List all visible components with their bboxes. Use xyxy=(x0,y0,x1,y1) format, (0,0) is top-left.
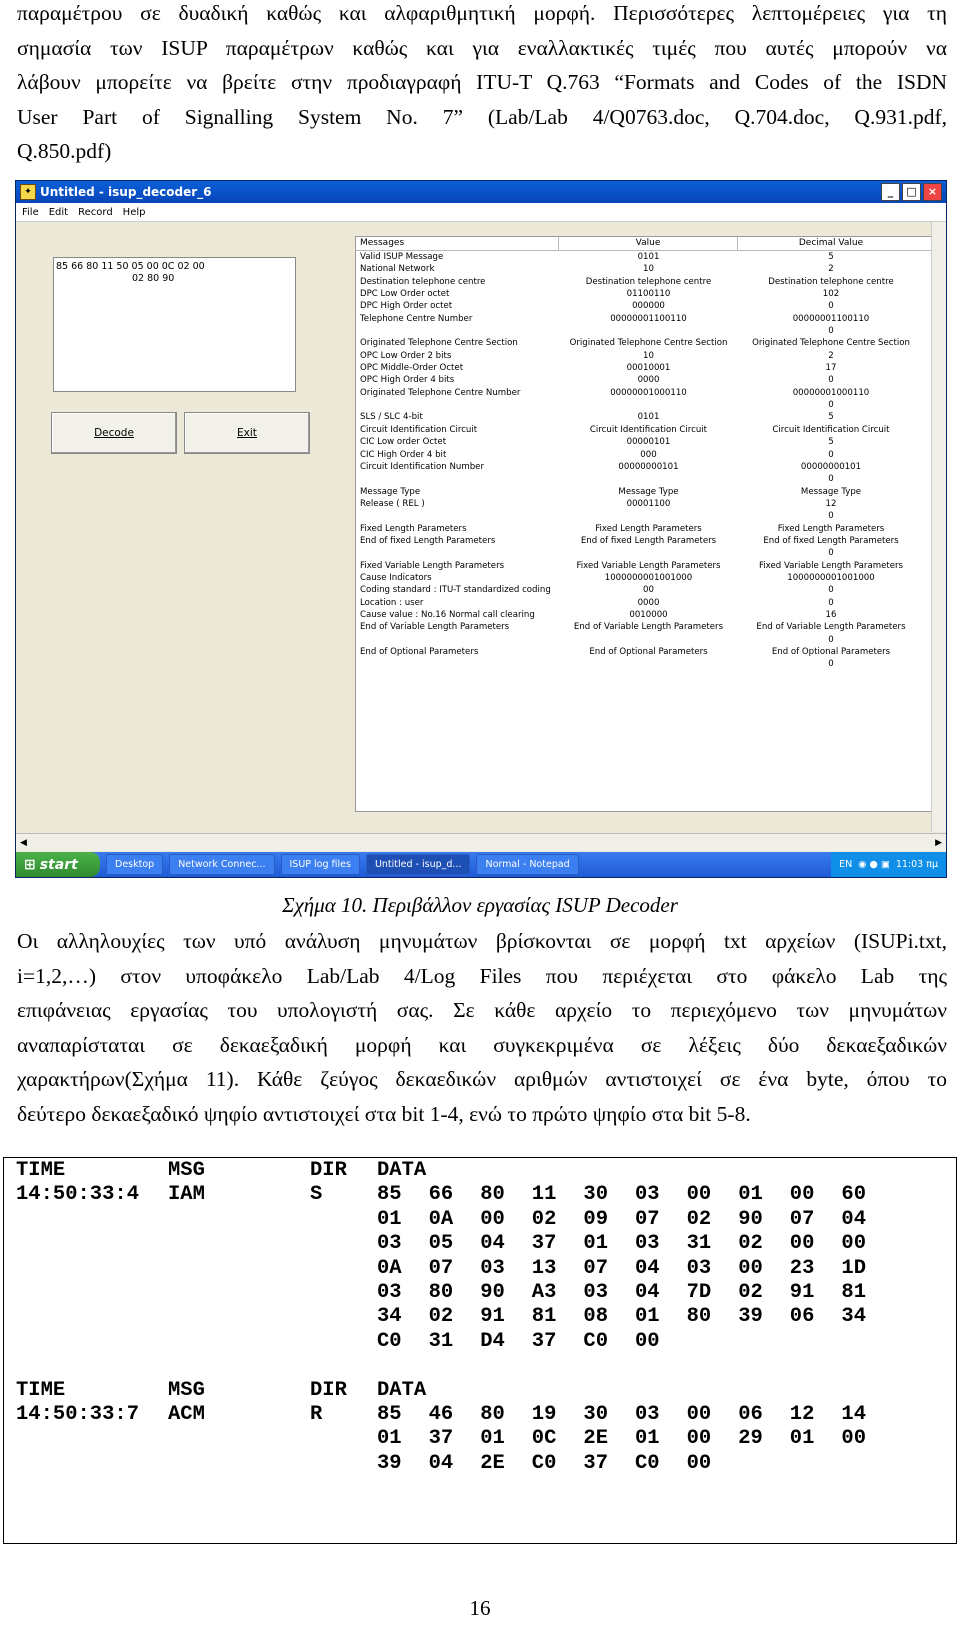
log-byte: 02 xyxy=(738,1232,763,1256)
log-byte: 03 xyxy=(377,1232,402,1256)
grid-cell: End of Optional Parameters xyxy=(589,647,708,657)
intro-paragraph xyxy=(17,0,947,169)
grid-cell: Fixed Length Parameters xyxy=(595,523,702,534)
log-byte: 01 xyxy=(583,1232,608,1256)
log-byte: 14 xyxy=(841,1403,866,1426)
text-line: Οι αλληλουχίες των υπό ανάλυση μηνυμάτων βρίσκονται σε μορφή txt αρχείων (ISUPi.txt, xyxy=(17,929,947,953)
grid-row[interactable] xyxy=(356,362,932,374)
grid-cell xyxy=(356,399,559,411)
grid-row[interactable] xyxy=(356,350,932,362)
grid-cell: Destination telephone centre xyxy=(585,276,712,287)
log-byte: 07 xyxy=(635,1207,660,1231)
log-byte: 1D xyxy=(841,1256,866,1280)
grid-cell: Destination telephone centre xyxy=(768,276,894,287)
grid-cell: 00010001 xyxy=(626,363,671,374)
grid-row[interactable] xyxy=(356,436,932,448)
grid-cell: End of Variable Length Parameters xyxy=(756,622,906,633)
log-byte: D4 xyxy=(480,1329,505,1353)
log-byte: 05 xyxy=(428,1232,454,1256)
grid-cell xyxy=(356,658,559,670)
text-line: i=1,2,…) στον υποφάκελο Lab/Lab 4/Log Files που περιέχεται στο φάκελο Lab της xyxy=(17,963,947,988)
minimize-button[interactable]: _ xyxy=(881,183,900,201)
log-header-cell: DIR xyxy=(310,1159,347,1182)
grid-cell: 0000 xyxy=(637,375,660,386)
grid-row[interactable] xyxy=(356,473,932,485)
log-byte: 0A xyxy=(377,1256,402,1280)
grid-cell: 000000 xyxy=(632,301,665,312)
grid-cell: 10 xyxy=(643,264,654,275)
text-line: αναπαρίσταται σε δεκαεξαδική μορφή και συγκεκριμένα σε λέξεις δύο δεκαεξαδικών xyxy=(17,1032,947,1057)
grid-cell: Originated Telephone Centre Section xyxy=(569,338,728,349)
grid-cell: Circuit Identification Circuit xyxy=(360,424,478,435)
grid-cell: 5 xyxy=(828,252,834,262)
menu-help[interactable]: Help xyxy=(122,206,146,218)
grid-cell: 00000001100110 xyxy=(610,313,687,324)
log-byte: 00 xyxy=(686,1183,712,1207)
grid-cell: Telephone Centre Number xyxy=(360,313,473,324)
grid-cell: Originated Telephone Centre Section xyxy=(360,338,518,349)
log-byte: 13 xyxy=(531,1256,557,1280)
task-decoder[interactable]: Untitled - isup_d... xyxy=(366,854,471,875)
log-byte: 00 xyxy=(789,1183,815,1207)
grid-row[interactable] xyxy=(356,424,932,436)
grid-row[interactable] xyxy=(356,510,932,522)
grid-cell: 00000001000110 xyxy=(610,387,687,398)
grid-row[interactable] xyxy=(356,634,932,646)
grid-row[interactable] xyxy=(356,498,932,510)
grid-cell: 0 xyxy=(828,375,834,386)
log-byte: 02 xyxy=(428,1305,454,1329)
log-byte: 37 xyxy=(428,1427,454,1451)
grid-cell: Coding standard : ITU-T standardized coding xyxy=(360,585,551,596)
log-byte: 07 xyxy=(428,1256,454,1280)
grid-cell: 0 xyxy=(828,585,834,596)
log-byte: 66 xyxy=(428,1183,454,1207)
log-header-cell: DATA xyxy=(377,1159,427,1182)
grid-cell: 00000001000110 xyxy=(792,387,870,398)
log-time: 14:50:33:7 xyxy=(16,1403,140,1426)
grid-row[interactable] xyxy=(356,621,932,633)
log-byte: 34 xyxy=(377,1305,402,1329)
grid-row[interactable] xyxy=(356,584,932,596)
task-isup-log[interactable]: ISUP log files xyxy=(281,854,360,875)
log-header-cell: TIME xyxy=(16,1159,66,1182)
col-header-messages[interactable]: Messages xyxy=(356,237,559,250)
grid-cell: 00 xyxy=(643,585,654,596)
grid-row[interactable] xyxy=(356,251,932,263)
grid-cell: OPC High Order 4 bits xyxy=(360,375,455,386)
grid-cell: 0 xyxy=(828,597,834,608)
grid-cell: Circuit Identification Circuit xyxy=(589,424,708,435)
text-line: Q.850.pdf) xyxy=(17,139,112,163)
grid-row[interactable] xyxy=(356,658,932,670)
clock[interactable]: 11:03 πμ xyxy=(895,859,938,870)
grid-row[interactable] xyxy=(356,263,932,275)
grid-row[interactable] xyxy=(356,374,932,386)
log-header-cell: MSG xyxy=(168,1159,205,1182)
grid-cell: 16 xyxy=(825,609,837,620)
close-button[interactable]: × xyxy=(923,183,942,201)
log-byte: 04 xyxy=(428,1451,454,1475)
grid-cell: End of fixed Length Parameters xyxy=(360,535,496,546)
log-byte: 03 xyxy=(635,1183,660,1207)
decode-results-grid xyxy=(355,236,933,812)
log-byte: 81 xyxy=(531,1305,557,1329)
log-header-cell: MSG xyxy=(168,1378,205,1402)
page-number: 16 xyxy=(469,1596,491,1620)
scroll-left-icon[interactable]: ◀ xyxy=(20,837,27,848)
log-byte: 39 xyxy=(377,1451,402,1475)
text-line: User Part of Signalling System No. 7” (Lab/Lab 4/Q0763.doc, Q.704.doc, Q.931.pdf, xyxy=(17,104,947,129)
grid-cell: Originated Telephone Centre Number xyxy=(360,387,521,398)
log-byte: 00 xyxy=(480,1207,505,1231)
grid-cell: 0 xyxy=(828,301,834,312)
grid-cell: 0101 xyxy=(637,252,660,262)
grid-cell: 000 xyxy=(640,449,657,460)
text-line: δεύτερο δεκαεξαδικό ψηφίο αντιστοιχεί στα bit 1-4, ενώ το πρώτο ψηφίο στα bit 5-8. xyxy=(17,1101,751,1126)
window-title: Untitled - isup_decoder_6 xyxy=(40,185,212,199)
log-header-cell: DATA xyxy=(377,1378,427,1402)
log-byte: 00 xyxy=(789,1232,815,1256)
log-byte: C0 xyxy=(583,1329,608,1353)
log-byte: 90 xyxy=(738,1207,763,1231)
grid-cell: 10 xyxy=(643,350,654,361)
hex-line: 85 66 80 11 50 05 00 0C 02 00 xyxy=(56,261,205,272)
log-file-box xyxy=(3,1157,957,1544)
taskbar xyxy=(16,852,946,877)
grid-row[interactable] xyxy=(356,313,932,325)
menu-record[interactable]: Record xyxy=(78,206,113,218)
grid-row[interactable] xyxy=(356,547,932,559)
grid-cell: Destination telephone centre xyxy=(360,276,486,287)
grid-cell: 17 xyxy=(825,363,837,374)
grid-cell: OPC Low Order 2 bits xyxy=(360,350,452,361)
log-byte: 37 xyxy=(531,1329,557,1353)
grid-row[interactable] xyxy=(356,486,932,498)
grid-cell: 0 xyxy=(828,548,834,559)
grid-cell: Cause value : No.16 Normal call clearing xyxy=(360,609,535,620)
grid-cell: 0 xyxy=(828,400,834,411)
log-byte: 90 xyxy=(480,1281,505,1304)
log-byte: 04 xyxy=(480,1232,505,1256)
log-byte: 12 xyxy=(789,1403,815,1426)
app-icon: ✦ xyxy=(20,184,36,200)
log-byte: 81 xyxy=(841,1281,866,1304)
log-byte: 30 xyxy=(583,1183,608,1207)
task-desktop[interactable]: Desktop xyxy=(106,854,163,875)
text-line: επιφάνειας εργασίας του υπολογιστή σας. Σε κάθε αρχείο το περιεχόμενο των μηνυμάτων xyxy=(17,998,947,1022)
log-msg: IAM xyxy=(168,1183,205,1207)
log-byte: 04 xyxy=(635,1256,660,1280)
grid-cell: 0 xyxy=(828,634,834,645)
grid-cell xyxy=(356,547,559,559)
col-header-value[interactable]: Value xyxy=(559,237,738,250)
log-dir: R xyxy=(310,1403,323,1426)
col-header-decimal[interactable]: Decimal Value xyxy=(798,238,864,248)
grid-cell: 00000101 xyxy=(626,437,671,448)
body-paragraph xyxy=(17,924,947,1131)
tray-icons[interactable]: ◉ ● ▣ xyxy=(858,859,890,870)
log-byte: 37 xyxy=(583,1451,608,1475)
grid-row[interactable] xyxy=(356,276,932,288)
grid-header xyxy=(356,237,932,251)
log-dir: S xyxy=(310,1183,323,1207)
log-byte: 03 xyxy=(480,1256,505,1280)
grid-cell: End of Optional Parameters xyxy=(360,647,479,657)
system-tray xyxy=(831,852,946,877)
maximize-button[interactable]: □ xyxy=(902,183,921,201)
grid-cell: CIC High Order 4 bit xyxy=(360,449,447,460)
grid-row[interactable] xyxy=(356,597,932,609)
grid-cell xyxy=(356,510,559,522)
text-line: λάβουν μπορείτε να βρείτε στην προδιαγραφή ITU-T Q.763 “Formats and Codes of the ISDN xyxy=(17,70,947,94)
log-byte: 34 xyxy=(841,1305,866,1329)
client-area xyxy=(16,222,946,832)
grid-cell xyxy=(559,325,738,337)
grid-cell: Message Type xyxy=(360,486,421,497)
grid-cell: End of fixed Length Parameters xyxy=(580,535,717,546)
text-line: χαρακτήρων(Σχήμα 11). Κάθε ζεύγος δεκαεδικών αριθμών αντιστοιχεί σε ένα byte, όπου το xyxy=(17,1067,947,1091)
exit-button[interactable]: Exit xyxy=(184,412,310,454)
grid-cell: End of fixed Length Parameters xyxy=(763,535,899,546)
grid-cell: 0 xyxy=(828,511,834,522)
log-byte: 01 xyxy=(377,1427,402,1451)
grid-cell: 01100110 xyxy=(626,289,671,300)
grid-cell: Fixed Variable Length Parameters xyxy=(758,560,904,571)
grid-cell: Release ( REL ) xyxy=(360,498,425,509)
grid-cell: 0 xyxy=(828,449,834,460)
log-byte: 00 xyxy=(841,1232,866,1256)
log-byte: C0 xyxy=(377,1329,402,1353)
grid-cell xyxy=(559,473,738,485)
text-line: σημασία των ISUP παραμέτρων καθώς και για εναλλακτικές τιμές που αυτές μπορούν να xyxy=(17,35,947,60)
grid-cell xyxy=(356,634,559,646)
grid-row[interactable] xyxy=(356,387,932,399)
grid-row[interactable] xyxy=(356,399,932,411)
grid-cell: 12 xyxy=(825,498,837,509)
task-notepad[interactable]: Normal - Notepad xyxy=(476,854,578,875)
log-byte: 06 xyxy=(738,1403,763,1426)
grid-cell: 00000001100110 xyxy=(792,313,870,324)
log-byte: 0C xyxy=(531,1427,557,1451)
log-byte: 02 xyxy=(738,1281,763,1304)
log-byte: C0 xyxy=(531,1451,557,1475)
grid-cell: 5 xyxy=(828,412,834,423)
log-byte: 2E xyxy=(583,1427,608,1451)
vertical-scrollbar[interactable] xyxy=(931,222,946,832)
grid-cell: 0000 xyxy=(637,597,660,608)
grid-cell: 0 xyxy=(828,326,834,337)
grid-cell: Fixed Variable Length Parameters xyxy=(576,560,721,571)
log-byte: 19 xyxy=(531,1403,557,1426)
isup-decoder-window xyxy=(15,180,947,878)
grid-cell: End of Optional Parameters xyxy=(771,647,891,657)
log-byte: 09 xyxy=(583,1207,608,1231)
grid-cell: DPC High Order octet xyxy=(360,301,453,312)
log-byte: 04 xyxy=(841,1207,866,1231)
grid-row[interactable] xyxy=(356,523,932,535)
log-byte: 39 xyxy=(738,1305,763,1329)
log-msg: ACM xyxy=(168,1403,205,1426)
grid-row[interactable] xyxy=(356,646,932,658)
scroll-right-icon[interactable]: ▶ xyxy=(935,837,942,848)
grid-cell: 00001100 xyxy=(626,498,671,509)
log-byte: 85 xyxy=(377,1403,402,1426)
log-byte: 60 xyxy=(841,1183,866,1207)
log-byte: 01 xyxy=(635,1305,660,1329)
grid-cell: 1000000001001000 xyxy=(604,572,693,583)
menu-bar xyxy=(16,203,946,222)
grid-cell: End of Variable Length Parameters xyxy=(573,622,724,633)
grid-row[interactable] xyxy=(356,288,932,300)
hex-input-box[interactable] xyxy=(53,257,296,392)
figure-caption: Σχήμα 10. Περιβάλλον εργασίας ISUP Decoder xyxy=(282,893,678,917)
grid-row[interactable] xyxy=(356,609,932,621)
log-byte: 2E xyxy=(480,1451,505,1475)
grid-cell: Valid ISUP Message xyxy=(360,252,444,262)
grid-cell: SLS / SLC 4-bit xyxy=(360,412,423,423)
log-byte: 03 xyxy=(583,1281,608,1304)
log-header-cell: DIR xyxy=(310,1378,347,1402)
log-byte: 00 xyxy=(686,1403,712,1426)
grid-cell: Fixed Length Parameters xyxy=(360,523,467,534)
grid-cell xyxy=(356,325,559,337)
grid-row[interactable] xyxy=(356,411,932,423)
grid-cell: Fixed Length Parameters xyxy=(777,523,885,534)
log-header-cell: TIME xyxy=(16,1378,66,1402)
log-byte: 00 xyxy=(738,1256,763,1280)
menu-file[interactable]: File xyxy=(22,206,39,218)
grid-row[interactable] xyxy=(356,300,932,312)
grid-cell: 2 xyxy=(828,350,834,361)
log-byte: 80 xyxy=(480,1403,505,1426)
grid-row[interactable] xyxy=(356,461,932,473)
grid-cell: Circuit Identification Circuit xyxy=(772,424,890,435)
grid-row[interactable] xyxy=(356,449,932,461)
log-byte: 00 xyxy=(686,1451,712,1475)
grid-row[interactable] xyxy=(356,560,932,572)
grid-cell: 1000000001001000 xyxy=(787,572,875,583)
grid-cell: 2 xyxy=(828,264,834,275)
grid-cell: 102 xyxy=(822,289,840,300)
grid-cell: 0010000 xyxy=(629,609,668,620)
grid-cell xyxy=(559,399,738,411)
log-byte: A3 xyxy=(531,1281,557,1304)
grid-row[interactable] xyxy=(356,535,932,547)
log-byte: 02 xyxy=(686,1207,712,1231)
hex-line: 02 80 90 xyxy=(132,273,175,284)
grid-cell: Message Type xyxy=(800,486,862,497)
grid-cell: Fixed Variable Length Parameters xyxy=(360,560,505,571)
windows-flag-icon: ⊞ xyxy=(24,856,36,873)
log-byte: 7D xyxy=(686,1281,712,1304)
log-byte: 00 xyxy=(686,1427,712,1451)
window-titlebar xyxy=(16,181,946,203)
task-network[interactable]: Network Connec... xyxy=(169,854,274,875)
log-byte: 00 xyxy=(841,1427,866,1451)
log-byte: 00 xyxy=(635,1329,660,1353)
log-byte: 29 xyxy=(738,1427,763,1451)
grid-cell: End of Variable Length Parameters xyxy=(360,622,510,633)
log-byte: 37 xyxy=(531,1232,557,1256)
log-byte: C0 xyxy=(635,1451,660,1475)
grid-cell: CIC Low order Octet xyxy=(360,437,447,448)
log-byte: 30 xyxy=(583,1403,608,1426)
log-byte: 91 xyxy=(480,1305,505,1329)
grid-cell: DPC Low Order octet xyxy=(360,289,450,300)
log-byte: 11 xyxy=(531,1183,557,1207)
log-byte: 03 xyxy=(686,1256,712,1280)
menu-edit[interactable]: Edit xyxy=(48,206,69,218)
log-byte: 91 xyxy=(789,1281,815,1304)
log-byte: 01 xyxy=(789,1427,815,1451)
log-byte: 31 xyxy=(428,1329,454,1353)
log-byte: 31 xyxy=(686,1232,712,1256)
grid-row[interactable] xyxy=(356,572,932,584)
grid-cell: National Network xyxy=(360,264,435,275)
grid-cell xyxy=(559,658,738,670)
grid-cell: 0101 xyxy=(637,412,660,423)
grid-row[interactable] xyxy=(356,337,932,349)
horizontal-scrollbar[interactable] xyxy=(16,833,946,851)
grid-cell: 0 xyxy=(828,659,834,670)
log-byte: 46 xyxy=(428,1403,454,1426)
log-byte: 02 xyxy=(531,1207,557,1231)
decode-button[interactable]: Decode xyxy=(51,412,177,454)
grid-cell: Circuit Identification Number xyxy=(360,461,484,472)
grid-cell: Message Type xyxy=(618,486,679,497)
grid-cell xyxy=(559,634,738,646)
grid-rows xyxy=(356,251,932,671)
log-byte: 01 xyxy=(377,1207,402,1231)
log-byte: 07 xyxy=(583,1256,608,1280)
grid-cell: 5 xyxy=(828,437,834,448)
log-byte: 04 xyxy=(635,1281,660,1304)
grid-cell: Cause Indicators xyxy=(360,572,432,583)
log-byte: 06 xyxy=(789,1305,815,1329)
log-time: 14:50:33:4 xyxy=(16,1183,140,1207)
grid-cell: OPC Middle-Order Octet xyxy=(360,363,464,374)
start-button[interactable]: ⊞ start xyxy=(16,852,100,877)
log-byte: 07 xyxy=(789,1207,815,1231)
grid-cell: 0 xyxy=(828,474,834,485)
grid-cell: 00000000101 xyxy=(800,461,862,472)
grid-cell xyxy=(559,547,738,559)
log-byte: 08 xyxy=(583,1305,608,1329)
log-byte: 01 xyxy=(480,1427,505,1451)
log-byte: 01 xyxy=(635,1427,660,1451)
log-byte: 85 xyxy=(377,1183,402,1207)
log-byte: 03 xyxy=(635,1232,660,1256)
log-byte: 80 xyxy=(686,1305,712,1329)
log-byte: 0A xyxy=(428,1207,454,1231)
grid-cell: Originated Telephone Centre Section xyxy=(752,338,910,349)
log-byte: 03 xyxy=(635,1403,660,1426)
log-byte: 23 xyxy=(789,1256,815,1280)
log-byte: 80 xyxy=(428,1281,454,1304)
text-line: παραμέτρου σε δυαδική καθώς και αλφαριθμητική μορφή. Περισσότερες λεπτομέρειες για τη xyxy=(17,1,947,25)
grid-cell xyxy=(559,510,738,522)
language-indicator[interactable]: EN xyxy=(839,859,853,870)
log-byte: 01 xyxy=(738,1183,763,1207)
log-byte: 03 xyxy=(377,1281,402,1304)
grid-cell: Location : user xyxy=(360,597,424,608)
grid-cell xyxy=(356,473,559,485)
grid-row[interactable] xyxy=(356,325,932,337)
grid-cell: 00000000101 xyxy=(618,461,679,472)
log-byte: 80 xyxy=(480,1183,505,1207)
